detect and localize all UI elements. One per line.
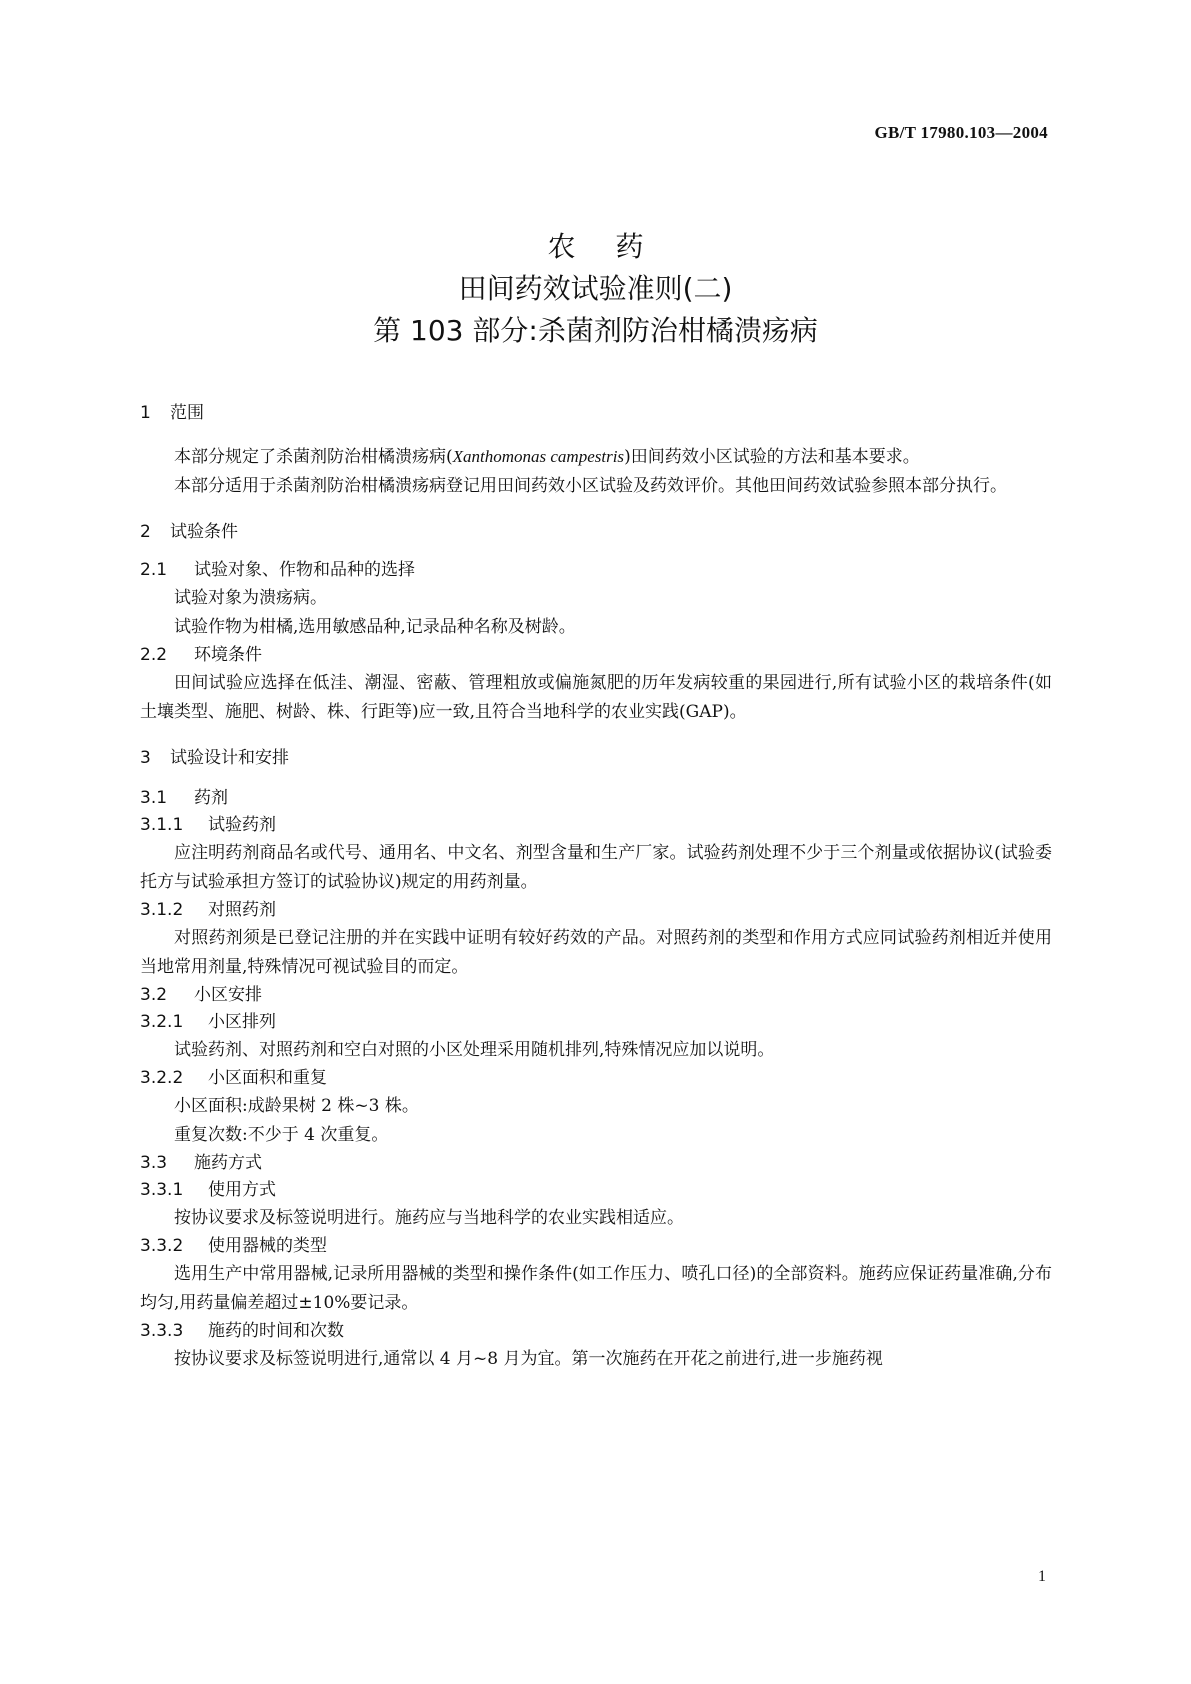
subsection-number: 3.3.2 xyxy=(140,1236,184,1256)
subsection-number: 3.2 xyxy=(140,985,168,1005)
paragraph: 应注明药剂商品名或代号、通用名、中文名、剂型含量和生产厂家。试验药剂处理不少于三个剂量或依据协议(试验委托方与试验承担方签订的试验协议)规定的用药剂量。 xyxy=(140,843,1052,892)
latin-species-name: Xanthomonas campestris xyxy=(452,447,625,466)
subsection-number: 3.1 xyxy=(140,788,168,808)
section-number: 1 xyxy=(140,403,151,423)
section-title: 试验条件 xyxy=(170,522,238,542)
paragraph xyxy=(140,442,1052,472)
subsection-number: 3.1.1 xyxy=(140,815,184,835)
subsection-number: 2.1 xyxy=(140,560,168,580)
subsection-heading-3-3-3 xyxy=(140,1318,1052,1345)
title-line-3: 第 103 部分:杀菌剂防治柑橘溃疡病 xyxy=(373,314,818,347)
paragraph: 选用生产中常用器械,记录所用器械的类型和操作条件(如工作压力、喷孔口径)的全部资料。施药应保证药量准确,分布均匀,用药量偏差超过±10%要记录。 xyxy=(140,1264,1052,1313)
subsection-number: 3.2.1 xyxy=(140,1012,184,1032)
subsection-title: 对照药剂 xyxy=(208,900,276,920)
subsection-title: 使用器械的类型 xyxy=(208,1236,327,1256)
section-title: 范围 xyxy=(170,403,204,423)
subsection-heading-3-1-1 xyxy=(140,812,1052,839)
subsection-heading-3-2-1 xyxy=(140,1009,1052,1036)
subsection-title: 小区排列 xyxy=(208,1012,276,1032)
subsection-heading-3-3-1 xyxy=(140,1177,1052,1204)
text-run: )田间药效小区试验的方法和基本要求。 xyxy=(624,447,920,467)
section-heading-2 xyxy=(140,519,1052,545)
subsection-number: 3.1.2 xyxy=(140,900,184,920)
subsection-number: 3.3.3 xyxy=(140,1321,184,1341)
paragraph: 重复次数:不少于 4 次重复。 xyxy=(174,1125,389,1145)
subsection-heading-3-2 xyxy=(140,982,1052,1009)
subsection-heading-2-1 xyxy=(140,557,1052,584)
section-number: 2 xyxy=(140,522,151,542)
paragraph: 本部分适用于杀菌剂防治柑橘溃疡病登记用田间药效小区试验及药效评价。其他田间药效试验参照本部分执行。 xyxy=(174,476,1007,496)
paragraph: 对照药剂须是已登记注册的并在实践中证明有较好药效的产品。对照药剂的类型和作用方式应同试验药剂相近并使用当地常用剂量,特殊情况可视试验目的而定。 xyxy=(140,928,1052,977)
subsection-title: 施药的时间和次数 xyxy=(208,1321,344,1341)
subsection-title: 药剂 xyxy=(194,788,228,808)
paragraph: 田间试验应选择在低洼、潮湿、密蔽、管理粗放或偏施氮肥的历年发病较重的果园进行,所有试验小区的栽培条件(如土壤类型、施肥、树龄、株、行距等)应一致,且符合当地科学的农业实践(GAP)。 xyxy=(140,673,1052,722)
paragraph: 试验药剂、对照药剂和空白对照的小区处理采用随机排列,特殊情况应加以说明。 xyxy=(174,1040,775,1060)
paragraph: 按协议要求及标签说明进行,通常以 4 月~8 月为宜。第一次施药在开花之前进行,进一步施药视 xyxy=(174,1349,883,1369)
section-heading-1 xyxy=(140,400,1052,426)
subsection-title: 小区面积和重复 xyxy=(208,1068,327,1088)
subsection-number: 2.2 xyxy=(140,645,168,665)
text-run: 本部分规定了杀菌剂防治柑橘溃疡病( xyxy=(174,447,453,467)
subsection-heading-3-2-2 xyxy=(140,1065,1052,1092)
subsection-title: 试验对象、作物和品种的选择 xyxy=(194,560,415,580)
paragraph: 按协议要求及标签说明进行。施药应与当地科学的农业实践相适应。 xyxy=(174,1208,684,1228)
section-heading-3 xyxy=(140,745,1052,771)
subsection-heading-2-2 xyxy=(140,642,1052,669)
subsection-title: 使用方式 xyxy=(208,1180,276,1200)
subsection-number: 3.2.2 xyxy=(140,1068,184,1088)
subsection-heading-3-3 xyxy=(140,1150,1052,1177)
subsection-number: 3.3.1 xyxy=(140,1180,184,1200)
title-line-1: 农药 xyxy=(547,230,684,263)
paragraph: 小区面积:成龄果树 2 株~3 株。 xyxy=(174,1096,419,1116)
subsection-title: 小区安排 xyxy=(194,985,262,1005)
paragraph: 试验作物为柑橘,选用敏感品种,记录品种名称及树龄。 xyxy=(174,617,576,637)
subsection-title: 试验药剂 xyxy=(208,815,276,835)
paragraph: 试验对象为溃疡病。 xyxy=(174,588,327,608)
section-title: 试验设计和安排 xyxy=(170,748,289,768)
subsection-title: 环境条件 xyxy=(194,645,262,665)
page-number: 1 xyxy=(1038,1568,1046,1585)
subsection-heading-3-3-2 xyxy=(140,1233,1052,1260)
section-number: 3 xyxy=(140,748,151,768)
subsection-title: 施药方式 xyxy=(194,1153,262,1173)
document-title xyxy=(0,226,1191,352)
subsection-heading-3-1 xyxy=(140,785,1052,812)
document-body xyxy=(140,400,1052,1374)
subsection-heading-3-1-2 xyxy=(140,897,1052,924)
standard-code: GB/T 17980.103—2004 xyxy=(874,123,1048,142)
title-line-2: 田间药效试验准则(二) xyxy=(458,272,733,305)
subsection-number: 3.3 xyxy=(140,1153,168,1173)
